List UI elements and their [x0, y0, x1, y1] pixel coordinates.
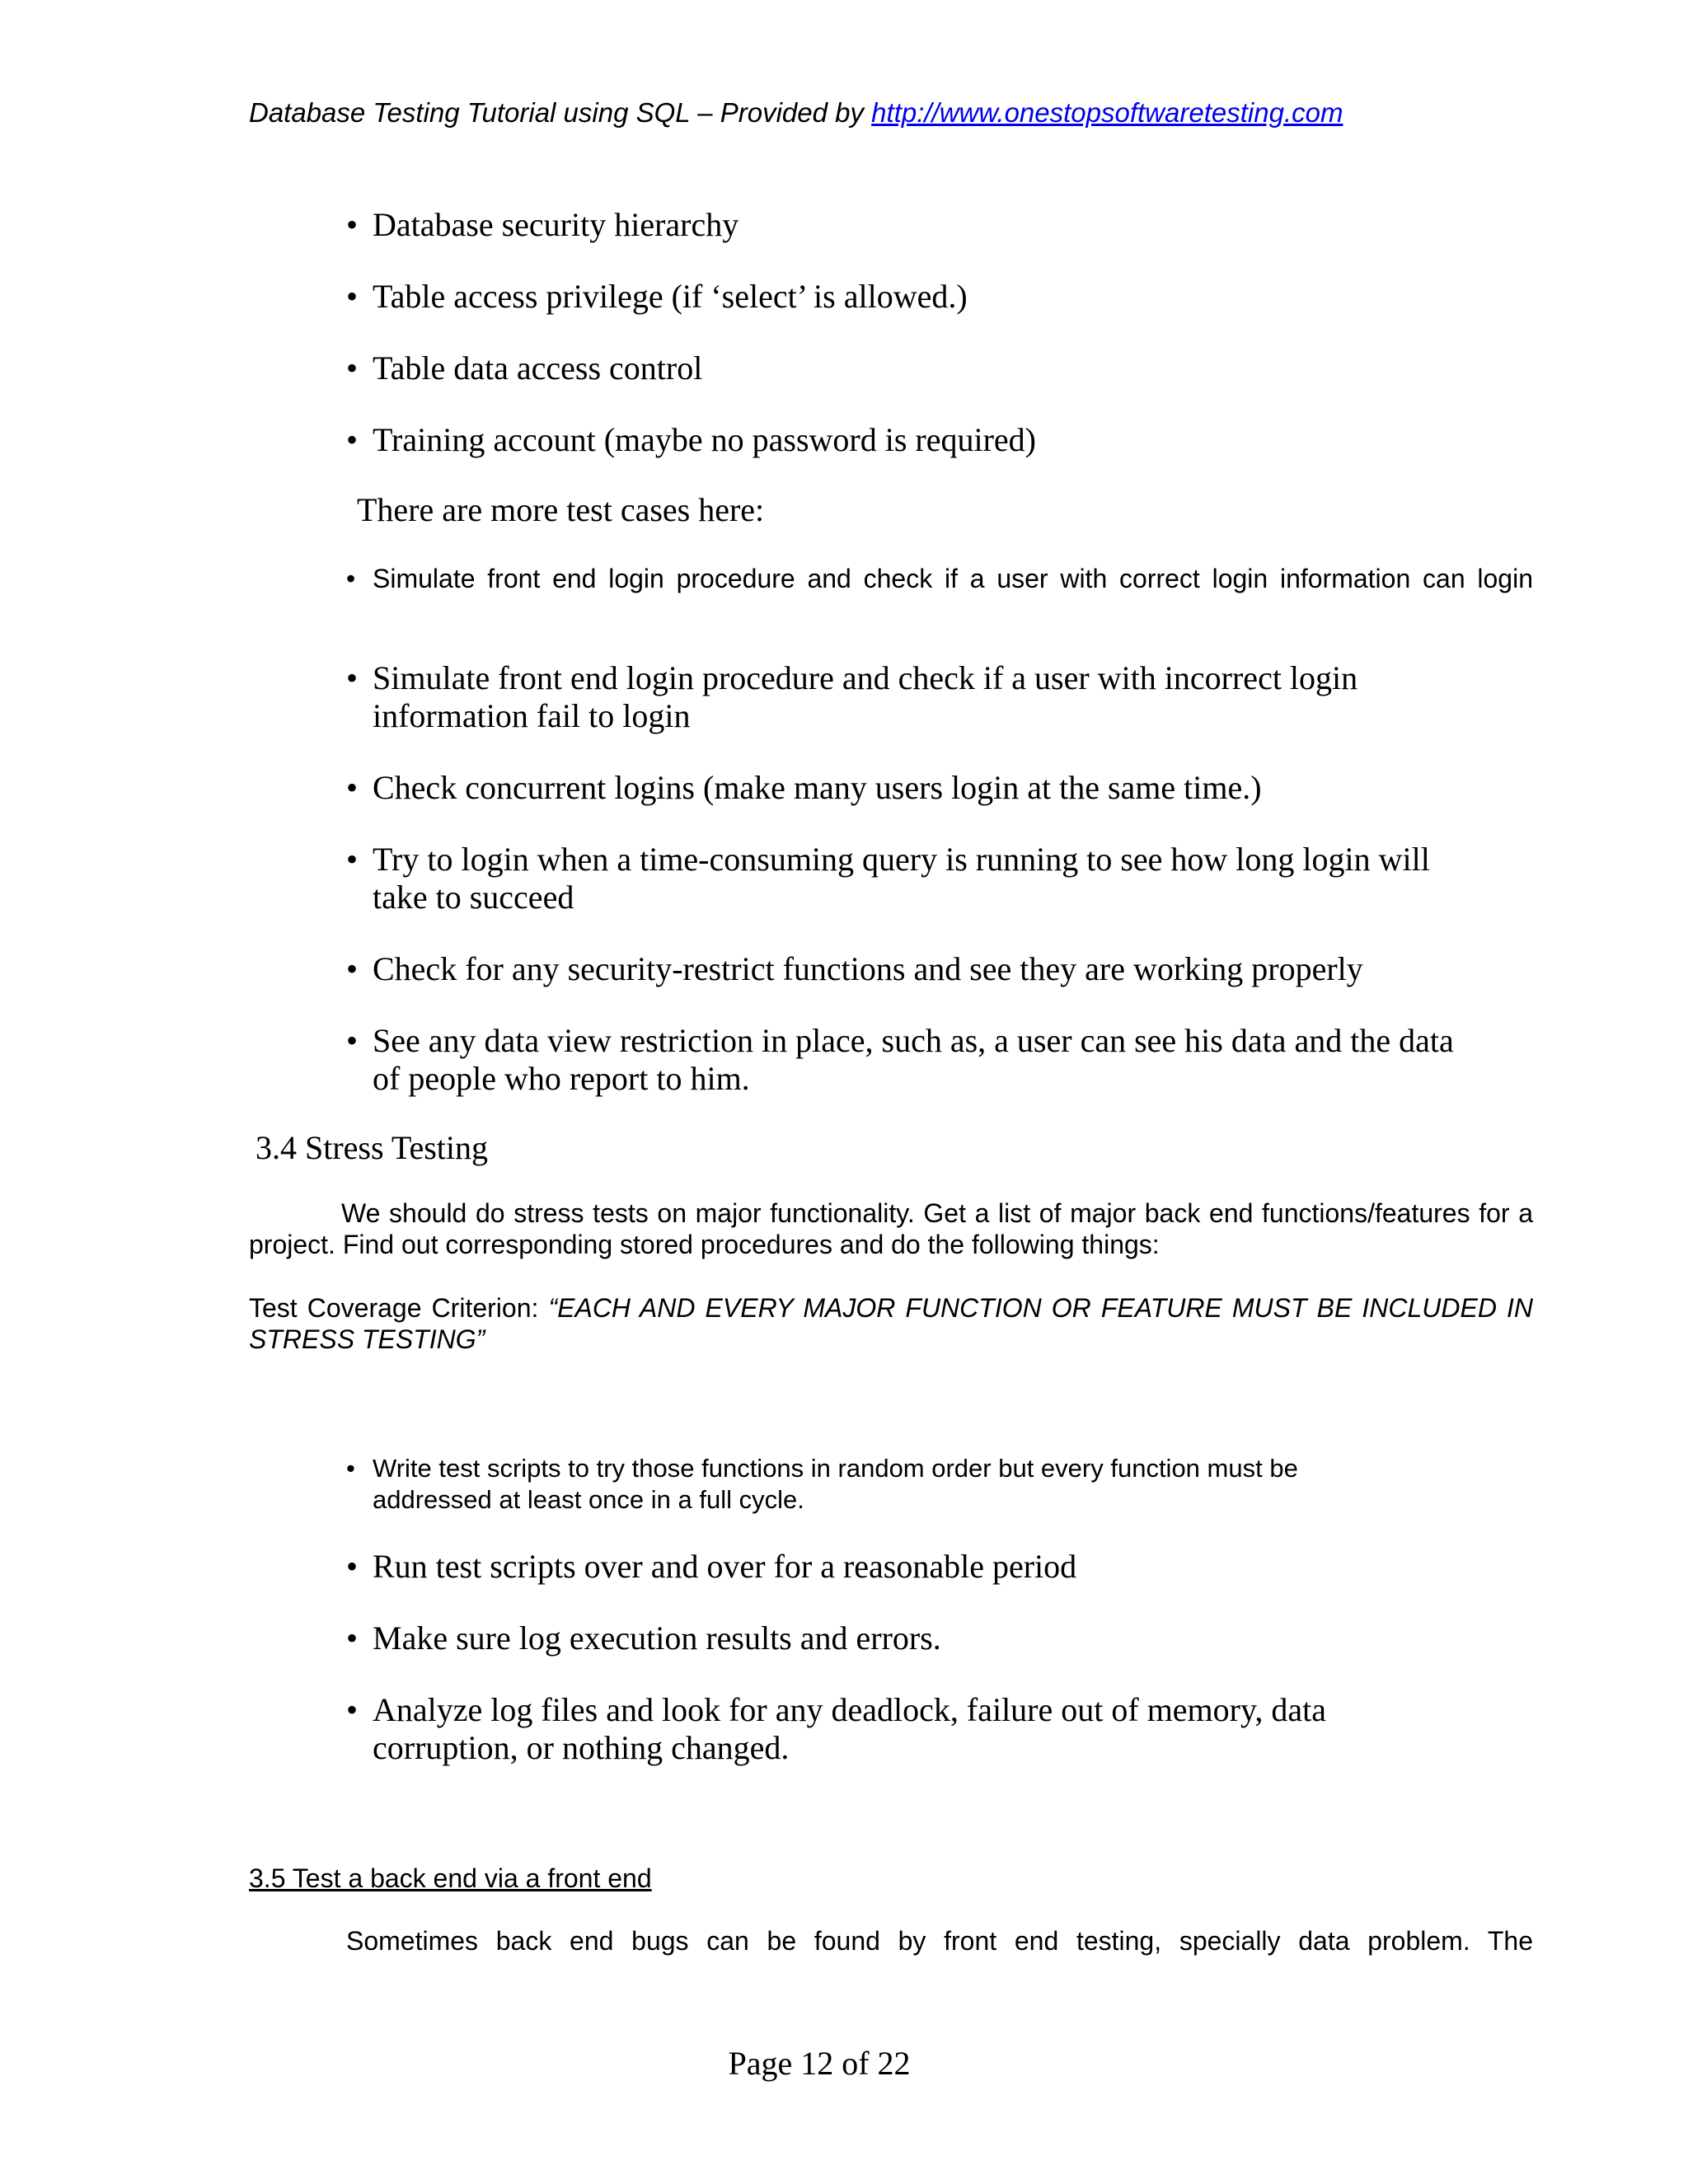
bullet-icon: • [346, 950, 359, 987]
bullet-icon: • [346, 349, 359, 387]
list-item [346, 1453, 1418, 1516]
section-heading: 3.5 Test a back end via a front end [249, 1863, 652, 1893]
list-item [346, 841, 1484, 916]
list-item [346, 1022, 1484, 1098]
list-item [346, 1691, 1418, 1767]
list-item [346, 1619, 1541, 1657]
header-link[interactable]: http://www.onestopsoftwaretesting.com [871, 97, 1343, 128]
list-item [346, 349, 1541, 387]
list-item-text: Try to login when a time-consuming query is running to see how long login will take to succeed [373, 841, 1430, 916]
bullet-icon: • [346, 1022, 359, 1059]
paragraph: Sometimes back end bugs can be found by front end testing, specially data problem. The [346, 1926, 1533, 1956]
list-item [346, 1548, 1541, 1586]
list-item-text: Analyze log files and look for any deadlock, failure out of memory, data corruption, or nothing changed. [373, 1691, 1327, 1766]
bullet-icon: • [346, 1691, 359, 1728]
list-item-text: Table access privilege (if ‘select’ is allowed.) [373, 278, 968, 315]
bullet-icon: • [346, 421, 359, 458]
more-cases-intro: There are more test cases here: [357, 491, 765, 528]
list-item [346, 950, 1541, 988]
list-item [346, 563, 1533, 594]
bullet-icon: • [346, 841, 359, 878]
header-text: Database Testing Tutorial using SQL – Provided by [249, 97, 872, 128]
section-heading: 3.4 Stress Testing [256, 1129, 489, 1166]
criterion-label: Test Coverage Criterion: [249, 1293, 549, 1323]
bullet-icon: • [346, 564, 356, 593]
criterion-text: “EACH AND EVERY MAJOR FUNCTION OR FEATURE MUST BE INCLUDED IN STRESS TESTING” [249, 1293, 1534, 1354]
list-item [346, 421, 1541, 459]
list-item-text: Write test scripts to try those functions in random order but every function must be addressed at least once in a full cycle. [373, 1454, 1298, 1514]
list-item-text: Make sure log execution results and errors. [373, 1619, 941, 1657]
bullet-icon: • [346, 278, 359, 315]
list-item-text: See any data view restriction in place, such as, a user can see his data and the data of people who report to him. [373, 1022, 1454, 1097]
list-item-text: Run test scripts over and over for a reasonable period [373, 1548, 1077, 1585]
bullet-icon: • [346, 659, 359, 696]
coverage-criterion [249, 1292, 1533, 1355]
list-item-text: Check concurrent logins (make many users login at the same time.) [373, 769, 1262, 806]
list-item-text: Database security hierarchy [373, 206, 739, 243]
list-item-text: Training account (maybe no password is required) [373, 421, 1036, 458]
bullet-icon: • [346, 1454, 355, 1483]
list-item-text: Table data access control [373, 349, 703, 387]
bullet-icon: • [346, 1619, 359, 1657]
list-item [346, 278, 1541, 316]
list-item-text: Simulate front end login procedure and check if a user with incorrect login information fail to login [373, 659, 1358, 734]
list-item-text: Simulate front end login procedure and check if a user with correct login information can login [373, 564, 1533, 593]
list-item [346, 769, 1541, 807]
page-number: Page 12 of 22 [728, 2045, 911, 2082]
paragraph: We should do stress tests on major functionality. Get a list of major back end functions/features for a project. Find out corresponding stored procedures and do the following things: [249, 1198, 1533, 1259]
list-item [346, 206, 1541, 244]
page-header [249, 96, 1343, 129]
list-item [346, 659, 1484, 735]
list-item-text: Check for any security-restrict functions and see they are working properly [373, 950, 1363, 987]
bullet-icon: • [346, 206, 359, 243]
bullet-icon: • [346, 1548, 359, 1585]
bullet-icon: • [346, 769, 359, 806]
